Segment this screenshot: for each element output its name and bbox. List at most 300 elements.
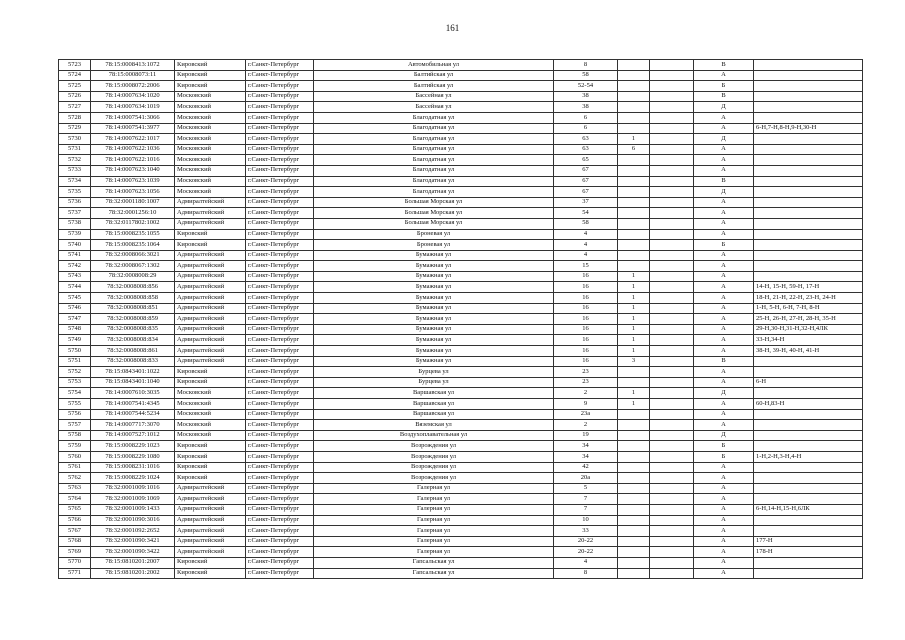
letter-cell: А — [694, 197, 754, 208]
letter-cell: А — [694, 112, 754, 123]
letter-cell: А — [694, 335, 754, 346]
house-number-cell: 16 — [554, 282, 618, 293]
premises-note-cell — [754, 60, 863, 71]
street-cell: Галерная ул — [314, 483, 554, 494]
city-cell: г.Санкт-Петербург — [246, 187, 314, 198]
city-cell: г.Санкт-Петербург — [246, 165, 314, 176]
extra-cell — [650, 451, 694, 462]
letter-cell: А — [694, 557, 754, 568]
district-cell: Московский — [175, 420, 246, 431]
row-number-cell: 5744 — [59, 282, 91, 293]
street-cell: Бумажная ул — [314, 324, 554, 335]
extra-cell — [650, 473, 694, 484]
letter-cell: А — [694, 504, 754, 515]
cadastral-number-cell: 78:32:0001090:3421 — [91, 536, 175, 547]
city-cell: г.Санкт-Петербург — [246, 441, 314, 452]
cadastral-number-cell: 78:32:0001009:1016 — [91, 483, 175, 494]
table-body — [59, 60, 863, 579]
row-number-cell: 5736 — [59, 197, 91, 208]
cadastral-number-cell: 78:14:0007623:1056 — [91, 187, 175, 198]
city-cell: г.Санкт-Петербург — [246, 346, 314, 357]
premises-note-cell — [754, 81, 863, 92]
house-number-cell: 10 — [554, 515, 618, 526]
extra-cell — [650, 314, 694, 325]
building-cell — [618, 187, 650, 198]
letter-cell: А — [694, 282, 754, 293]
building-cell — [618, 441, 650, 452]
city-cell: г.Санкт-Петербург — [246, 462, 314, 473]
letter-cell: А — [694, 123, 754, 134]
row-number-cell: 5728 — [59, 112, 91, 123]
building-cell — [618, 462, 650, 473]
row-number-cell: 5740 — [59, 240, 91, 251]
extra-cell — [650, 102, 694, 113]
premises-note-cell — [754, 240, 863, 251]
city-cell: г.Санкт-Петербург — [246, 293, 314, 304]
extra-cell — [650, 293, 694, 304]
extra-cell — [650, 144, 694, 155]
letter-cell: В — [694, 356, 754, 367]
cadastral-number-cell: 78:15:0008231:1016 — [91, 462, 175, 473]
building-cell: 1 — [618, 388, 650, 399]
city-cell: г.Санкт-Петербург — [246, 240, 314, 251]
premises-note-cell — [754, 367, 863, 378]
building-cell: 1 — [618, 293, 650, 304]
letter-cell: А — [694, 494, 754, 505]
row-number-cell: 5747 — [59, 314, 91, 325]
extra-cell — [650, 399, 694, 410]
street-cell: Галерная ул — [314, 494, 554, 505]
cadastral-number-cell: 78:32:0008008:861 — [91, 346, 175, 357]
building-cell — [618, 91, 650, 102]
building-cell — [618, 377, 650, 388]
building-cell — [618, 229, 650, 240]
cadastral-number-cell: 78:15:0810201:2002 — [91, 568, 175, 579]
city-cell: г.Санкт-Петербург — [246, 208, 314, 219]
premises-note-cell: 1-Н,2-Н,3-Н,4-Н — [754, 451, 863, 462]
district-cell: Адмиралтейский — [175, 314, 246, 325]
cadastral-number-cell: 78:32:0008067:1302 — [91, 261, 175, 272]
letter-cell: А — [694, 250, 754, 261]
house-number-cell: 33 — [554, 526, 618, 537]
extra-cell — [650, 229, 694, 240]
extra-cell — [650, 60, 694, 71]
city-cell: г.Санкт-Петербург — [246, 430, 314, 441]
cadastral-number-cell: 78:32:0001090:3422 — [91, 547, 175, 558]
building-cell — [618, 102, 650, 113]
building-cell — [618, 60, 650, 71]
table-row — [59, 261, 863, 272]
building-cell — [618, 568, 650, 579]
cadastral-number-cell: 78:32:0001256:10 — [91, 208, 175, 219]
letter-cell: А — [694, 271, 754, 282]
cadastral-number-cell: 78:14:0007623:1039 — [91, 176, 175, 187]
house-number-cell: 9 — [554, 399, 618, 410]
letter-cell: А — [694, 526, 754, 537]
row-number-cell: 5760 — [59, 451, 91, 462]
district-cell: Адмиралтейский — [175, 494, 246, 505]
house-number-cell: 65 — [554, 155, 618, 166]
row-number-cell: 5755 — [59, 399, 91, 410]
street-cell: Бумажная ул — [314, 261, 554, 272]
table-row — [59, 144, 863, 155]
table-row — [59, 208, 863, 219]
street-cell: Автомобильная ул — [314, 60, 554, 71]
house-number-cell: 16 — [554, 335, 618, 346]
row-number-cell: 5759 — [59, 441, 91, 452]
table-row — [59, 409, 863, 420]
district-cell: Московский — [175, 123, 246, 134]
letter-cell: А — [694, 303, 754, 314]
street-cell: Балтийская ул — [314, 81, 554, 92]
letter-cell: А — [694, 409, 754, 420]
house-number-cell: 52-54 — [554, 81, 618, 92]
row-number-cell: 5746 — [59, 303, 91, 314]
street-cell: Бумажная ул — [314, 335, 554, 346]
house-number-cell: 23а — [554, 409, 618, 420]
building-cell — [618, 473, 650, 484]
table-row — [59, 240, 863, 251]
extra-cell — [650, 377, 694, 388]
district-cell: Кировский — [175, 60, 246, 71]
letter-cell: А — [694, 144, 754, 155]
city-cell: г.Санкт-Петербург — [246, 314, 314, 325]
house-number-cell: 67 — [554, 176, 618, 187]
table-row — [59, 112, 863, 123]
house-number-cell: 8 — [554, 568, 618, 579]
street-cell: Галерная ул — [314, 536, 554, 547]
table-row — [59, 335, 863, 346]
house-number-cell: 16 — [554, 346, 618, 357]
street-cell: Возрождения ул — [314, 441, 554, 452]
letter-cell: А — [694, 420, 754, 431]
premises-note-cell — [754, 388, 863, 399]
cadastral-number-cell: 78:14:0007622:1017 — [91, 134, 175, 145]
city-cell: г.Санкт-Петербург — [246, 557, 314, 568]
table-row — [59, 229, 863, 240]
extra-cell — [650, 70, 694, 81]
letter-cell: А — [694, 473, 754, 484]
row-number-cell: 5735 — [59, 187, 91, 198]
extra-cell — [650, 346, 694, 357]
row-number-cell: 5723 — [59, 60, 91, 71]
premises-note-cell — [754, 483, 863, 494]
extra-cell — [650, 536, 694, 547]
house-number-cell: 6 — [554, 123, 618, 134]
table-row — [59, 526, 863, 537]
row-number-cell: 5743 — [59, 271, 91, 282]
building-cell — [618, 218, 650, 229]
district-cell: Адмиралтейский — [175, 547, 246, 558]
district-cell: Кировский — [175, 81, 246, 92]
city-cell: г.Санкт-Петербург — [246, 377, 314, 388]
district-cell: Московский — [175, 102, 246, 113]
premises-note-cell — [754, 144, 863, 155]
extra-cell — [650, 494, 694, 505]
extra-cell — [650, 112, 694, 123]
row-number-cell: 5757 — [59, 420, 91, 431]
city-cell: г.Санкт-Петербург — [246, 176, 314, 187]
table-row — [59, 293, 863, 304]
building-cell: 6 — [618, 144, 650, 155]
letter-cell: А — [694, 70, 754, 81]
cadastral-number-cell: 78:14:0007634:1019 — [91, 102, 175, 113]
street-cell: Большая Морская ул — [314, 197, 554, 208]
premises-note-cell — [754, 197, 863, 208]
district-cell: Московский — [175, 144, 246, 155]
house-number-cell: 19 — [554, 430, 618, 441]
building-cell — [618, 165, 650, 176]
cadastral-number-cell: 78:14:0007610:3035 — [91, 388, 175, 399]
letter-cell: Б — [694, 81, 754, 92]
row-number-cell: 5765 — [59, 504, 91, 515]
extra-cell — [650, 367, 694, 378]
city-cell: г.Санкт-Петербург — [246, 399, 314, 410]
city-cell: г.Санкт-Петербург — [246, 303, 314, 314]
street-cell: Галерная ул — [314, 547, 554, 558]
cadastral-number-cell: 78:15:0008073:11 — [91, 70, 175, 81]
district-cell: Московский — [175, 187, 246, 198]
extra-cell — [650, 356, 694, 367]
row-number-cell: 5748 — [59, 324, 91, 335]
cadastral-number-cell: 78:15:0008229:1023 — [91, 441, 175, 452]
city-cell: г.Санкт-Петербург — [246, 536, 314, 547]
cadastral-number-cell: 78:32:0008008:834 — [91, 335, 175, 346]
district-cell: Московский — [175, 165, 246, 176]
row-number-cell: 5737 — [59, 208, 91, 219]
premises-note-cell: 25-Н, 26-Н, 27-Н, 28-Н, 35-Н — [754, 314, 863, 325]
building-cell — [618, 112, 650, 123]
cadastral-number-cell: 78:32:0117802:1002 — [91, 218, 175, 229]
premises-note-cell — [754, 515, 863, 526]
district-cell: Кировский — [175, 240, 246, 251]
city-cell: г.Санкт-Петербург — [246, 483, 314, 494]
table-row — [59, 282, 863, 293]
letter-cell: В — [694, 176, 754, 187]
letter-cell: Б — [694, 451, 754, 462]
premises-note-cell — [754, 409, 863, 420]
street-cell: Гапсальская ул — [314, 568, 554, 579]
district-cell: Кировский — [175, 568, 246, 579]
table-row — [59, 388, 863, 399]
table-row — [59, 451, 863, 462]
district-cell: Адмиралтейский — [175, 303, 246, 314]
street-cell: Большая Морская ул — [314, 208, 554, 219]
cadastral-number-cell: 78:15:0843401:1022 — [91, 367, 175, 378]
cadastral-number-cell: 78:15:0008072:2006 — [91, 81, 175, 92]
extra-cell — [650, 91, 694, 102]
table-row — [59, 430, 863, 441]
row-number-cell: 5726 — [59, 91, 91, 102]
row-number-cell: 5731 — [59, 144, 91, 155]
city-cell: г.Санкт-Петербург — [246, 250, 314, 261]
extra-cell — [650, 441, 694, 452]
district-cell: Адмиралтейский — [175, 356, 246, 367]
house-number-cell: 63 — [554, 144, 618, 155]
city-cell: г.Санкт-Петербург — [246, 102, 314, 113]
table-row — [59, 377, 863, 388]
street-cell: Благодатная ул — [314, 165, 554, 176]
house-number-cell: 34 — [554, 441, 618, 452]
row-number-cell: 5761 — [59, 462, 91, 473]
premises-note-cell — [754, 165, 863, 176]
premises-note-cell — [754, 430, 863, 441]
cadastral-number-cell: 78:14:0007527:1012 — [91, 430, 175, 441]
house-number-cell: 16 — [554, 356, 618, 367]
table-row — [59, 441, 863, 452]
district-cell: Адмиралтейский — [175, 250, 246, 261]
table-row — [59, 547, 863, 558]
street-cell: Бумажная ул — [314, 271, 554, 282]
building-cell — [618, 494, 650, 505]
district-cell: Московский — [175, 430, 246, 441]
extra-cell — [650, 303, 694, 314]
row-number-cell: 5763 — [59, 483, 91, 494]
row-number-cell: 5750 — [59, 346, 91, 357]
building-cell — [618, 197, 650, 208]
table-row — [59, 134, 863, 145]
premises-note-cell — [754, 356, 863, 367]
building-cell — [618, 70, 650, 81]
house-number-cell: 8 — [554, 60, 618, 71]
city-cell: г.Санкт-Петербург — [246, 515, 314, 526]
extra-cell — [650, 483, 694, 494]
premises-note-cell: 18-Н, 21-Н, 22-Н, 23-Н, 24-Н — [754, 293, 863, 304]
city-cell: г.Санкт-Петербург — [246, 547, 314, 558]
cadastral-number-cell: 78:14:0007717:3070 — [91, 420, 175, 431]
building-cell — [618, 526, 650, 537]
cadastral-number-cell: 78:32:0001180:1007 — [91, 197, 175, 208]
city-cell: г.Санкт-Петербург — [246, 271, 314, 282]
cadastral-number-cell: 78:15:0008413:1072 — [91, 60, 175, 71]
city-cell: г.Санкт-Петербург — [246, 282, 314, 293]
row-number-cell: 5741 — [59, 250, 91, 261]
premises-note-cell: 29-Н,30-Н,31-Н,32-Н,4ЛК — [754, 324, 863, 335]
row-number-cell: 5745 — [59, 293, 91, 304]
district-cell: Московский — [175, 409, 246, 420]
premises-note-cell: 6-Н,14-Н,15-Н,6ЛК — [754, 504, 863, 515]
letter-cell: А — [694, 547, 754, 558]
house-number-cell: 20-22 — [554, 547, 618, 558]
district-cell: Московский — [175, 134, 246, 145]
street-cell: Бурцева ул — [314, 367, 554, 378]
letter-cell: Д — [694, 388, 754, 399]
house-number-cell: 38 — [554, 91, 618, 102]
premises-note-cell — [754, 187, 863, 198]
building-cell — [618, 176, 650, 187]
district-cell: Адмиралтейский — [175, 271, 246, 282]
extra-cell — [650, 335, 694, 346]
cadastral-number-cell: 78:15:0008229:1024 — [91, 473, 175, 484]
premises-note-cell — [754, 229, 863, 240]
page-number: 161 — [445, 23, 460, 33]
extra-cell — [650, 187, 694, 198]
house-number-cell: 4 — [554, 240, 618, 251]
table-row — [59, 70, 863, 81]
letter-cell: А — [694, 293, 754, 304]
table-row — [59, 250, 863, 261]
district-cell: Адмиралтейский — [175, 197, 246, 208]
extra-cell — [650, 250, 694, 261]
city-cell: г.Санкт-Петербург — [246, 144, 314, 155]
street-cell: Воздухоплавательная ул — [314, 430, 554, 441]
premises-note-cell — [754, 473, 863, 484]
street-cell: Бассейная ул — [314, 91, 554, 102]
row-number-cell: 5766 — [59, 515, 91, 526]
city-cell: г.Санкт-Петербург — [246, 504, 314, 515]
building-cell — [618, 536, 650, 547]
table-row — [59, 197, 863, 208]
extra-cell — [650, 547, 694, 558]
letter-cell: Д — [694, 187, 754, 198]
street-cell: Варшавская ул — [314, 399, 554, 410]
premises-note-cell: 6-Н — [754, 377, 863, 388]
cadastral-number-cell: 78:32:0008008:858 — [91, 293, 175, 304]
table-row — [59, 568, 863, 579]
extra-cell — [650, 176, 694, 187]
house-number-cell: 6 — [554, 112, 618, 123]
building-cell — [618, 261, 650, 272]
cadastral-number-cell: 78:14:0007622:1036 — [91, 144, 175, 155]
city-cell: г.Санкт-Петербург — [246, 91, 314, 102]
city-cell: г.Санкт-Петербург — [246, 155, 314, 166]
house-number-cell: 20а — [554, 473, 618, 484]
cadastral-number-cell: 78:32:0008008:833 — [91, 356, 175, 367]
cadastral-number-cell: 78:14:0007634:1020 — [91, 91, 175, 102]
district-cell: Московский — [175, 112, 246, 123]
letter-cell: В — [694, 60, 754, 71]
street-cell: Бумажная ул — [314, 314, 554, 325]
city-cell: г.Санкт-Петербург — [246, 356, 314, 367]
premises-note-cell — [754, 441, 863, 452]
letter-cell: А — [694, 377, 754, 388]
letter-cell: А — [694, 208, 754, 219]
district-cell: Адмиралтейский — [175, 335, 246, 346]
street-cell: Благодатная ул — [314, 155, 554, 166]
building-cell — [618, 208, 650, 219]
city-cell: г.Санкт-Петербург — [246, 494, 314, 505]
extra-cell — [650, 197, 694, 208]
premises-note-cell: 178-Н — [754, 547, 863, 558]
letter-cell: А — [694, 314, 754, 325]
row-number-cell: 5733 — [59, 165, 91, 176]
premises-note-cell: 38-Н, 39-Н, 40-Н, 41-Н — [754, 346, 863, 357]
cadastral-number-cell: 78:32:0008008:29 — [91, 271, 175, 282]
extra-cell — [650, 208, 694, 219]
city-cell: г.Санкт-Петербург — [246, 473, 314, 484]
extra-cell — [650, 165, 694, 176]
street-cell: Бурцева ул — [314, 377, 554, 388]
extra-cell — [650, 388, 694, 399]
table-row — [59, 81, 863, 92]
house-number-cell: 16 — [554, 314, 618, 325]
table-row — [59, 176, 863, 187]
building-cell: 1 — [618, 399, 650, 410]
building-cell — [618, 420, 650, 431]
row-number-cell: 5734 — [59, 176, 91, 187]
city-cell: г.Санкт-Петербург — [246, 112, 314, 123]
extra-cell — [650, 261, 694, 272]
letter-cell: А — [694, 483, 754, 494]
city-cell: г.Санкт-Петербург — [246, 81, 314, 92]
cadastral-number-cell: 78:32:0001009:1069 — [91, 494, 175, 505]
table-row — [59, 462, 863, 473]
row-number-cell: 5724 — [59, 70, 91, 81]
letter-cell: А — [694, 324, 754, 335]
district-cell: Адмиралтейский — [175, 515, 246, 526]
street-cell: Бумажная ул — [314, 293, 554, 304]
building-cell — [618, 250, 650, 261]
